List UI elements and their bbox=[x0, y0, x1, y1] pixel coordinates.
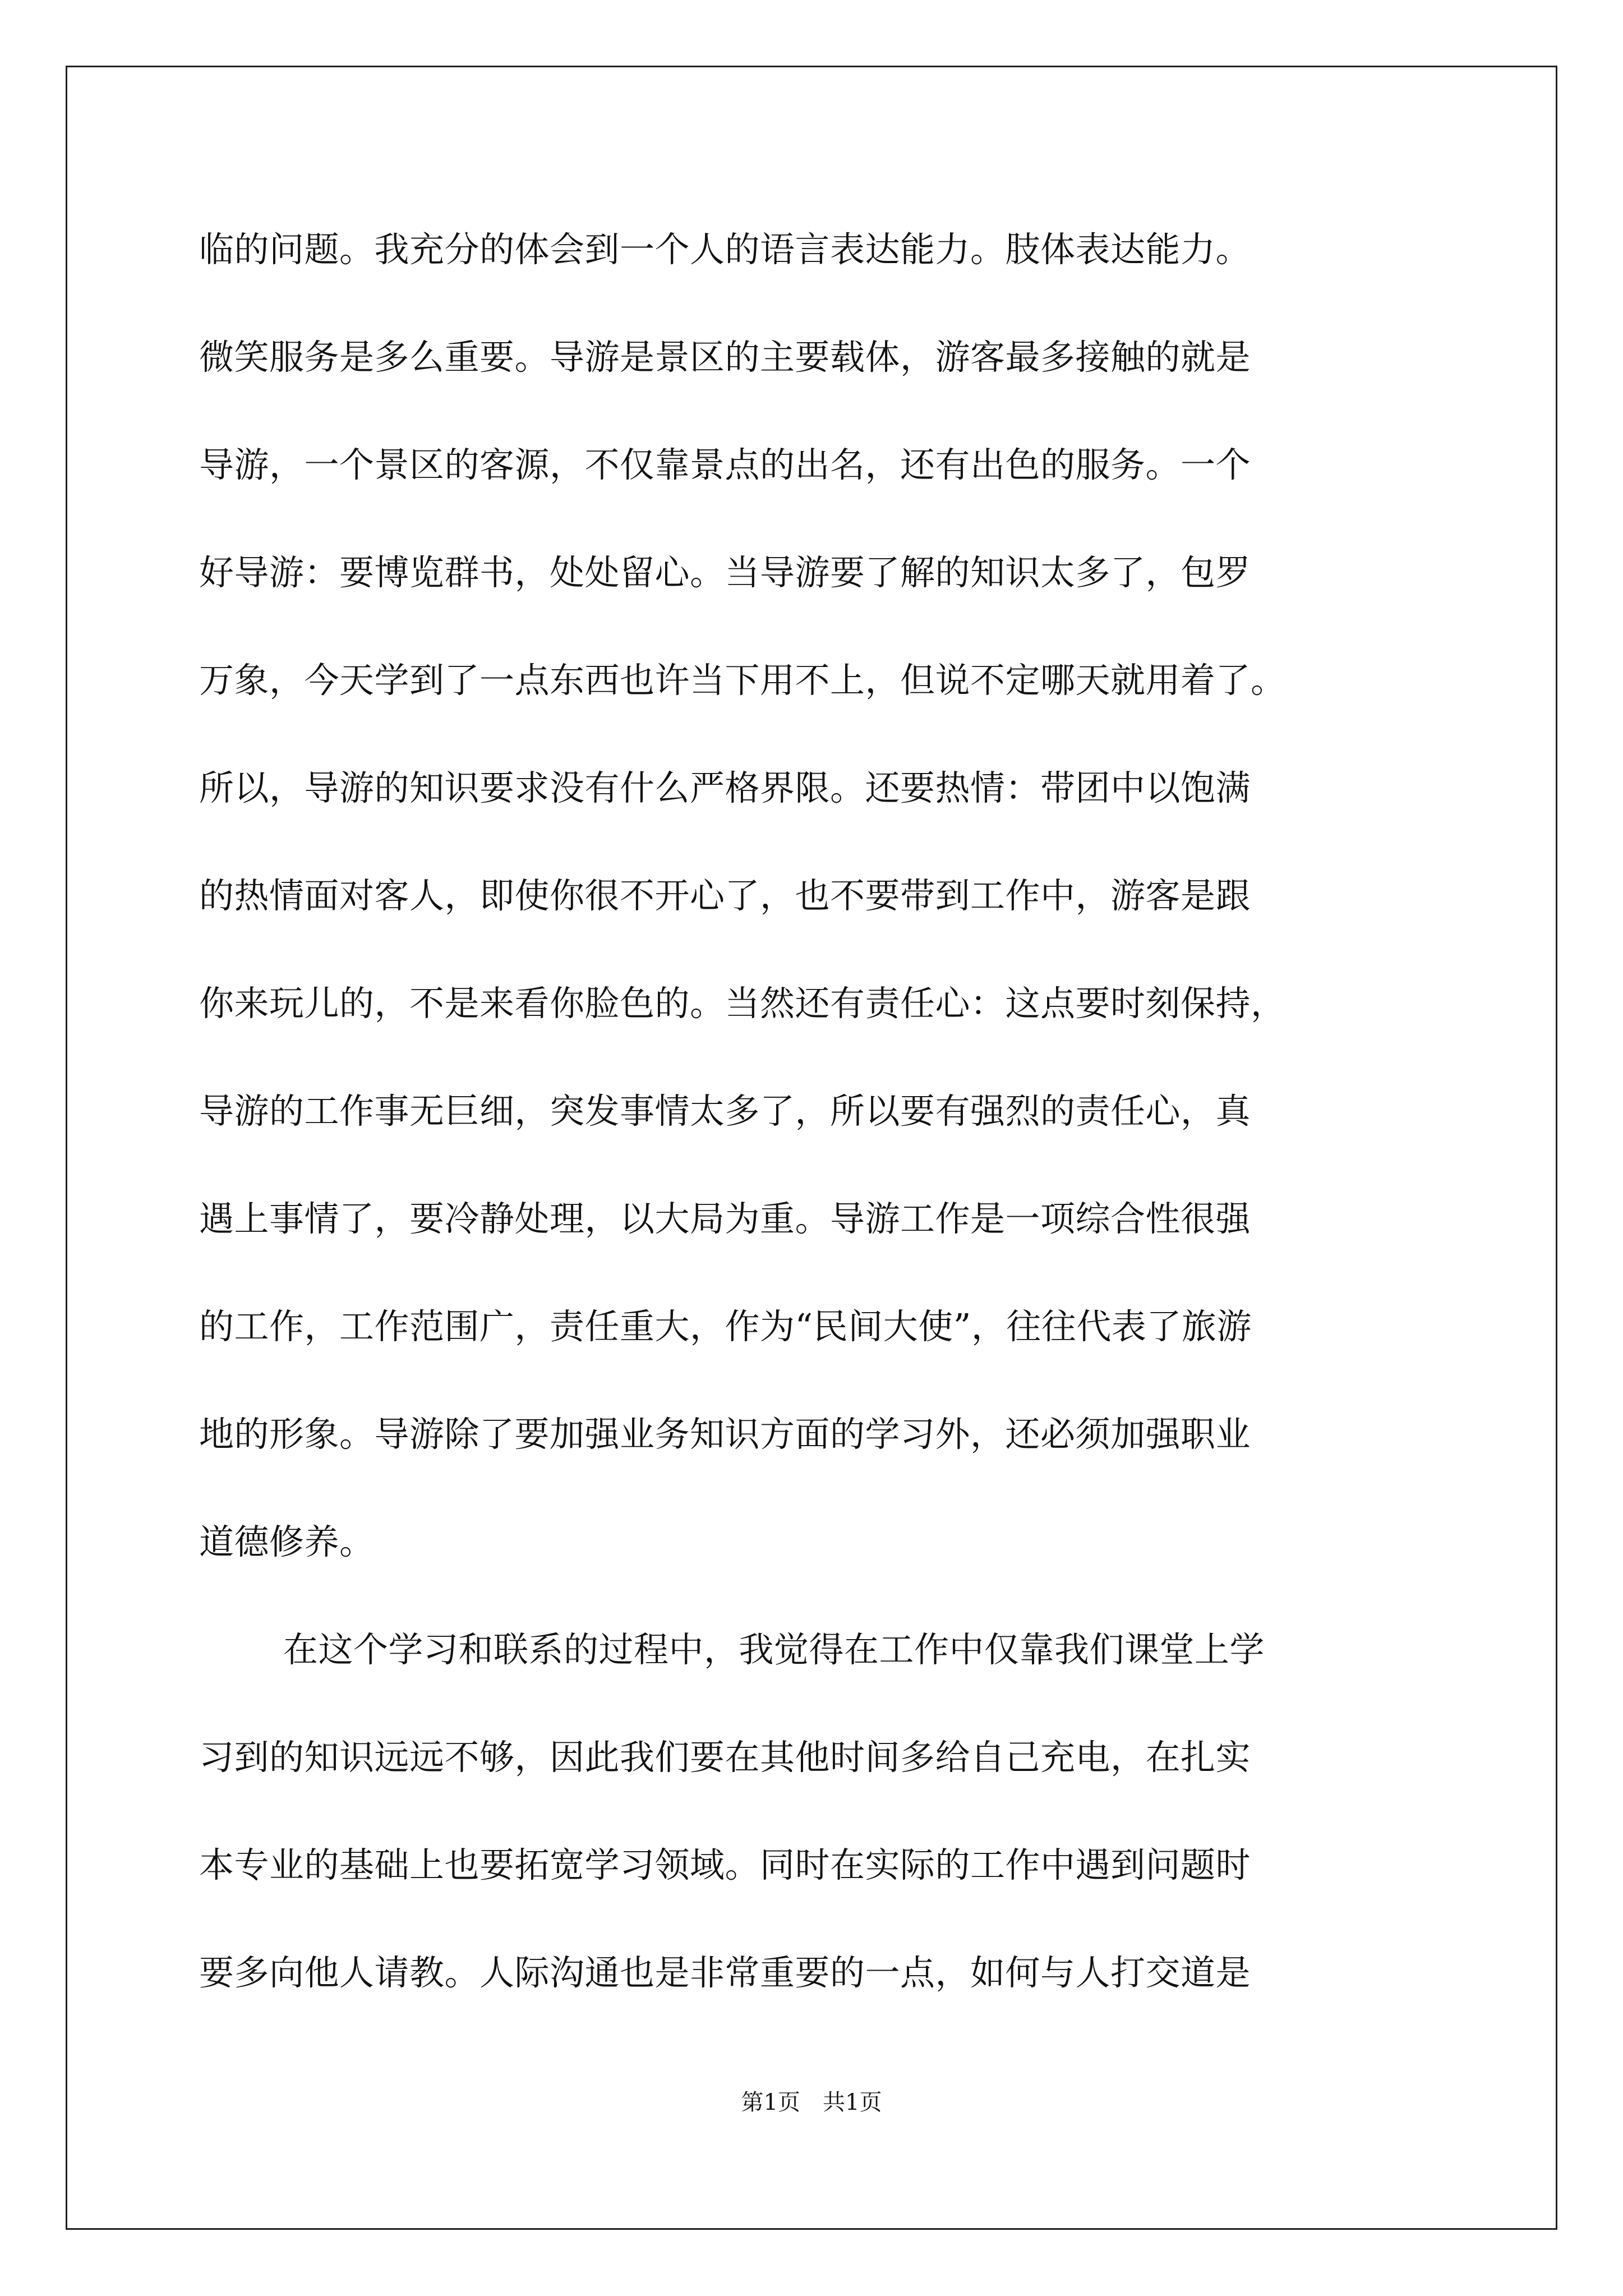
page-number: 第1页 bbox=[741, 2090, 800, 2115]
paragraph-1-line-5: 万象，今天学到了一点东西也许当下用不上，但说不定哪天就用着了。 bbox=[199, 660, 1286, 701]
paragraph-1-line-8: 你来玩儿的，不是来看你脸色的。当然还有责任心：这点要时刻保持， bbox=[199, 983, 1286, 1024]
paragraph-1-line-6: 所以，导游的知识要求没有什么严格界限。还要热情：带团中以饱满 bbox=[199, 767, 1251, 808]
paragraph-1-line-11: 的工作，工作范围广，责任重大，作为“民间大使”，往往代表了旅游 bbox=[199, 1306, 1252, 1347]
paragraph-1-line-9: 导游的工作事无巨细，突发事情太多了，所以要有强烈的责任心，真 bbox=[199, 1091, 1251, 1131]
paragraph-1-line-7: 的热情面对客人，即使你很不开心了，也不要带到工作中，游客是跟 bbox=[199, 875, 1251, 916]
paragraph-1-line-4: 好导游：要博览群书，处处留心。当导游要了解的知识太多了，包罗 bbox=[199, 552, 1251, 593]
paragraph-1-line-1: 临的问题。我充分的体会到一个人的语言表达能力。肢体表达能力。 bbox=[199, 229, 1251, 270]
paragraph-1-line-12: 地的形象。导游除了要加强业务知识方面的学习外，还必须加强职业 bbox=[199, 1414, 1251, 1455]
paragraph-2-line-1: 在这个学习和联系的过程中，我觉得在工作中仅靠我们课堂上学 bbox=[283, 1629, 1265, 1670]
paragraph-1-line-3: 导游，一个景区的客源，不仅靠景点的出名，还有出色的服务。一个 bbox=[199, 444, 1251, 485]
paragraph-2-line-4: 要多向他人请教。人际沟通也是非常重要的一点，如何与人打交道是 bbox=[199, 1952, 1251, 1993]
paragraph-2-line-3: 本专业的基础上也要拓宽学习领域。同时在实际的工作中遇到问题时 bbox=[199, 1844, 1251, 1885]
paragraph-1-line-10: 遇上事情了，要冷静处理，以大局为重。导游工作是一项综合性很强 bbox=[199, 1198, 1251, 1239]
page-footer bbox=[0, 2086, 1623, 2119]
paragraph-1-line-13: 道德修养。 bbox=[199, 1521, 375, 1562]
page-total: 共1页 bbox=[823, 2090, 882, 2115]
document-body bbox=[199, 208, 1433, 2039]
paragraph-2-line-2: 习到的知识远远不够，因此我们要在其他时间多给自己充电，在扎实 bbox=[199, 1737, 1251, 1778]
paragraph-1-line-2: 微笑服务是多么重要。导游是景区的主要载体，游客最多接触的就是 bbox=[199, 337, 1251, 378]
